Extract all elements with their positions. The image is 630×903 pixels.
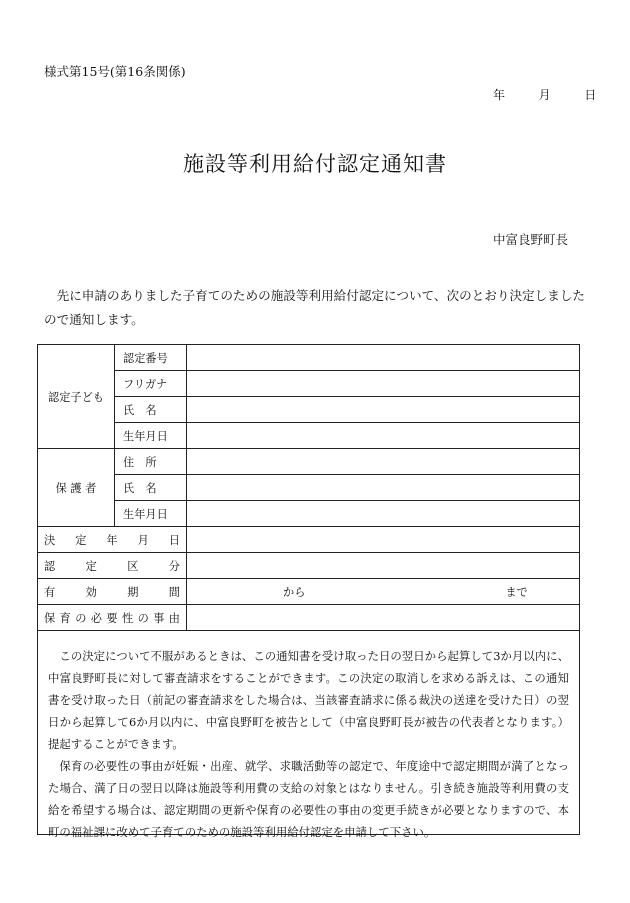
child-cert-number-value[interactable] <box>187 345 580 371</box>
child-birthdate-label: 生年月日 <box>115 423 187 449</box>
guardian-address-label: 住 所 <box>115 449 187 475</box>
table-row <box>38 345 580 371</box>
child-name-value[interactable] <box>187 397 580 423</box>
validity-period <box>187 584 579 600</box>
validity-label <box>38 579 187 605</box>
category-value[interactable] <box>187 553 580 579</box>
guardian-birthdate-label: 生年月日 <box>115 501 187 527</box>
guardian-name-label: 氏 名 <box>115 475 187 501</box>
table-row <box>38 423 580 449</box>
month-label: 月 <box>538 88 551 102</box>
table-row <box>38 501 580 527</box>
decision-date-label <box>38 527 187 553</box>
category-text: 認 定 区 分 <box>44 559 180 573</box>
guardian-birthdate-value[interactable] <box>187 501 580 527</box>
validity-value[interactable] <box>187 579 580 605</box>
day-label: 日 <box>584 88 597 102</box>
category-label <box>38 553 187 579</box>
period-to: まで <box>505 585 528 599</box>
child-furigana-value[interactable] <box>187 371 580 397</box>
notice-paragraph-expiry: 保育の必要性の事由が妊娠・出産、就学、求職活動等の認定で、年度途中で認定期間が満了となった場合、満了日の翌日以降は施設等利用費の支給の対象とはなりません。引き続き施設等利用費の支給を希望する場合は、認定期間の更新や保育の必要性の事由の変更手続きが必要となりますので、本町の福祉課に改めて子育てのための施設等利用給付認定を申請して下さい。 <box>48 759 569 839</box>
reason-text: 保 育 の 必 要 性 の 事 由 <box>44 611 180 625</box>
table-row <box>38 475 580 501</box>
guardian-address-value[interactable] <box>187 449 580 475</box>
table-row <box>38 449 580 475</box>
period-from: から <box>283 585 306 599</box>
validity-text: 有 効 期 間 <box>44 585 180 599</box>
table-row <box>38 397 580 423</box>
issuer-name: 中富良野町長 <box>493 232 569 247</box>
table-row <box>38 553 580 579</box>
decision-date-text: 決 定 年 月 日 <box>44 533 180 547</box>
child-furigana-label: フリガナ <box>115 371 187 397</box>
child-cert-number-label: 認定番号 <box>115 345 187 371</box>
year-label: 年 <box>493 88 506 102</box>
intro-text: 先に申請のありました子育てのための施設等利用給付認定について、次のとおり決定しましたので通知します。 <box>44 288 586 327</box>
child-name-label: 氏 名 <box>115 397 187 423</box>
guardian-group-label: 保 護 者 <box>38 449 115 527</box>
notice-paragraph-appeal: この決定について不服があるときは、この通知書を受け取った日の翌日から起算して3か月以内に、中富良野町長に対して審査請求をすることができます。この決定の取消しを求める訴えは、この通知書を受け取った日（前記の審査請求をした場合は、当該審査請求に係る裁決の送達を受けた日）の翌日から起算して6か月以内に、中富良野町を被告として（中富良野町長が被告の代表者となります。）提起することができます。 <box>48 649 569 751</box>
table-row <box>38 527 580 553</box>
child-birthdate-value[interactable] <box>187 423 580 449</box>
child-group-label: 認定子ども <box>38 345 115 449</box>
decision-date-value[interactable] <box>187 527 580 553</box>
guardian-name-value[interactable] <box>187 475 580 501</box>
certification-table <box>37 344 580 631</box>
table-row <box>38 371 580 397</box>
date-line <box>493 86 596 103</box>
notice-box <box>37 627 580 839</box>
document-title: 施設等利用給付認定通知書 <box>183 152 447 176</box>
table-row <box>38 579 580 605</box>
form-reference: 様式第15号(第16条関係) <box>44 64 186 79</box>
